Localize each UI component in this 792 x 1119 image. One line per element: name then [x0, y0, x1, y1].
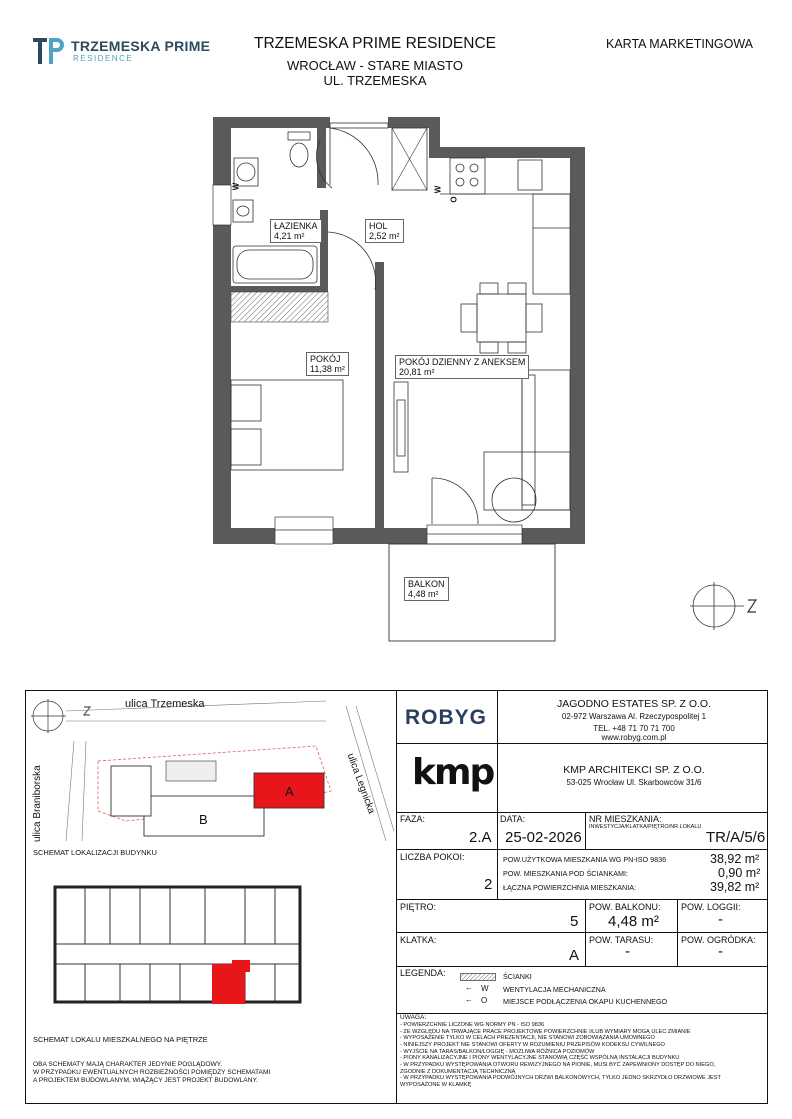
- robyg-logo: ROBYG: [405, 706, 488, 729]
- building-b-label: B: [199, 812, 208, 827]
- terrace-label: POW. TARASU:: [589, 935, 654, 945]
- compass-icon: [492, 478, 536, 522]
- terrace-value: -: [625, 943, 630, 960]
- ventilation-mark: W: [433, 185, 443, 194]
- schema-note: OBA SCHEMATY MAJĄ CHARAKTER JEDYNIE POGLĄDOWY. W PRZYPADKU EWENTUALNYCH ROZBIEŻNOŚCI POMIĘDZY SCHEMATAMI A PROJEKTEM BUDOWLANYM, WIĄŻĄCY JEST PROJEKT BUDOWLANY.: [33, 1061, 271, 1084]
- area-total-label: ŁĄCZNA POWIERZCHNIA MIESZKANIA:: [503, 883, 636, 892]
- notes: UWAGA: - POWIERZCHNIE LICZONE WG NORMY PN - ISO 9836 - ZE WZGLĘDU NA TRWAJĄCE PRACE PROJEKTOWE POWIERZCHNIE I/LUB WYMIARY MOGĄ ULEC ZMIANIE - WYPOSAŻENIE TYLKO W CELACH PREZENTACJI, NIE STANOWI ZOBOWIĄZANIA UMOWNEGO - NINIEJSZY PROJEKT NIE STANOWI OFERTY W ROZUMIENIU PRZEPISÓW KODEKSU CYWILNEGO - WYJŚCIE NA TARAS/BALKON/LOGGIĘ - MOŻLIWA RÓŻNICA POZIOMÓW - PIONY KANALIZACYJNE I PIONY WENTYLACYJNE STANOWIĄ CZĘŚĆ WSPÓLNĄ INSTALACJI BUDYNKU - W PRZYPADKU WYSTĘPOWANIA OTWORU REWIZYJNEGO NA PIONIE, MUSI BYĆ ZAPEWNIONY DOSTĘP DO NIEGO, ZGODNIE Z DOKUMENTACJĄ TECHNICZNĄ - W PRZYPADKU WYSTĘPOWANIA PODWÓJNYCH DRZWI BALKONOWYCH, TYLKO JEDNO SKRZYDŁO DRZWIOWE JEST WYPOSAŻONE W KLAMKĘ: [400, 1014, 766, 1089]
- street: UL. TRZEMESKA: [323, 73, 427, 88]
- arrow-left-icon: ←: [465, 983, 473, 992]
- developer-address: 02-972 Warszawa Al. Rzeczypospolitej 1: [561, 712, 707, 721]
- legend-walls: ŚCIANKI: [503, 972, 532, 981]
- apt-sub: INWESTYCJA/KLATKA/PIĘTRO/NR LOKALU: [589, 824, 702, 830]
- floor-value: 5: [570, 913, 579, 930]
- room-bedroom: POKÓJ 11,38 m²: [306, 352, 349, 376]
- stair-value: A: [569, 947, 580, 964]
- date-value: 25-02-2026: [505, 829, 582, 846]
- site-plan: [26, 691, 395, 841]
- architect-address: 53-025 Wrocław Ul. Skarbowców 31/6: [566, 778, 702, 787]
- developer-phone: TEL. +48 71 70 71 700: [593, 724, 675, 733]
- rooms-label: LICZBA POKOI:: [400, 852, 465, 862]
- compass-icon: [688, 580, 762, 632]
- arrow-left-icon: ←: [465, 995, 473, 1004]
- logo-sub: RESIDENCE: [73, 54, 134, 63]
- architect-name: KMP ARCHITEKCI SP. Z O.O.: [563, 764, 705, 776]
- loggia-value: -: [718, 911, 723, 928]
- kmp-logo: kmp: [412, 752, 494, 793]
- legend-title: LEGENDA:: [400, 968, 446, 978]
- floor-label: PIĘTRO:: [400, 902, 437, 912]
- stair-label: KLATKA:: [400, 935, 437, 945]
- page-title: TRZEMESKA PRIME RESIDENCE: [253, 35, 496, 52]
- logo: [31, 36, 211, 68]
- room-balcony: BALKON 4,48 m²: [404, 577, 449, 601]
- street-top: ulica Trzemeska: [125, 698, 205, 710]
- hood-mark: O: [449, 196, 459, 203]
- street-right: ulica Legnicka: [344, 752, 377, 816]
- floor-schema: [45, 872, 305, 1017]
- schema-caption: SCHEMAT LOKALU MIESZKALNEGO NA PIĘTRZE: [33, 1035, 208, 1044]
- date-label: DATA:: [500, 814, 526, 824]
- room-hall: HOL 2,52 m²: [365, 219, 404, 243]
- balcony-value: 4,48 m²: [608, 913, 659, 930]
- phase-label: FAZA:: [400, 814, 426, 824]
- garden-label: POW. OGRÓDKA:: [681, 935, 756, 945]
- room-bathroom: ŁAZIENKA 4,21 m²: [270, 219, 322, 243]
- room-living: POKÓJ DZIENNY Z ANEKSEM 20,81 m²: [395, 355, 529, 379]
- ventilation-mark: W: [231, 182, 241, 191]
- phase-value: 2.A: [469, 829, 492, 846]
- legend-o-mark: O: [481, 996, 488, 1005]
- apt-label: NR MIESZKANIA:: [589, 814, 662, 824]
- notes-title: UWAGA:: [400, 1014, 427, 1021]
- legend-hood: MIEJSCE PODŁĄCZENIA OKAPU KUCHENNEGO: [503, 997, 668, 1006]
- legend-w-mark: W: [481, 984, 489, 993]
- developer-web: www.robyg.com.pl: [601, 733, 667, 742]
- area-slope-value: 0,90 m²: [718, 866, 761, 880]
- area-total-value: 39,82 m²: [710, 880, 760, 894]
- area-usable-value: 38,92 m²: [710, 852, 760, 866]
- street-left: ulica Braniborska: [32, 765, 43, 842]
- developer-name: JAGODNO ESTATES SP. Z O.O.: [556, 698, 712, 710]
- garden-value: -: [718, 943, 723, 960]
- loggia-label: POW. LOGGII:: [681, 902, 741, 912]
- area-slope-label: POW. MIESZKANIA POD ŚCIANKAMI:: [503, 869, 629, 878]
- building-a-label: A: [285, 784, 294, 799]
- tp-logo-icon: [31, 36, 67, 68]
- card-type: KARTA MARKETINGOWA: [606, 37, 754, 51]
- outer-walls: [213, 117, 585, 544]
- balcony-label: POW. BALKONU:: [589, 902, 661, 912]
- apt-value: TR/A/5/6: [706, 829, 766, 846]
- hatch-icon: [460, 973, 496, 981]
- location: WROCŁAW - STARE MIASTO: [287, 58, 463, 73]
- logo-name: TRZEMESKA PRIME: [71, 38, 211, 54]
- site-caption: SCHEMAT LOKALIZACJI BUDYNKU: [33, 848, 157, 857]
- area-usable-label: POW.UŻYTKOWA MIESZKANIA WG PN-ISO 9836: [503, 855, 667, 864]
- legend-ventilation: WENTYLACJA MECHANICZNA: [503, 985, 606, 994]
- rooms-value: 2: [484, 876, 493, 893]
